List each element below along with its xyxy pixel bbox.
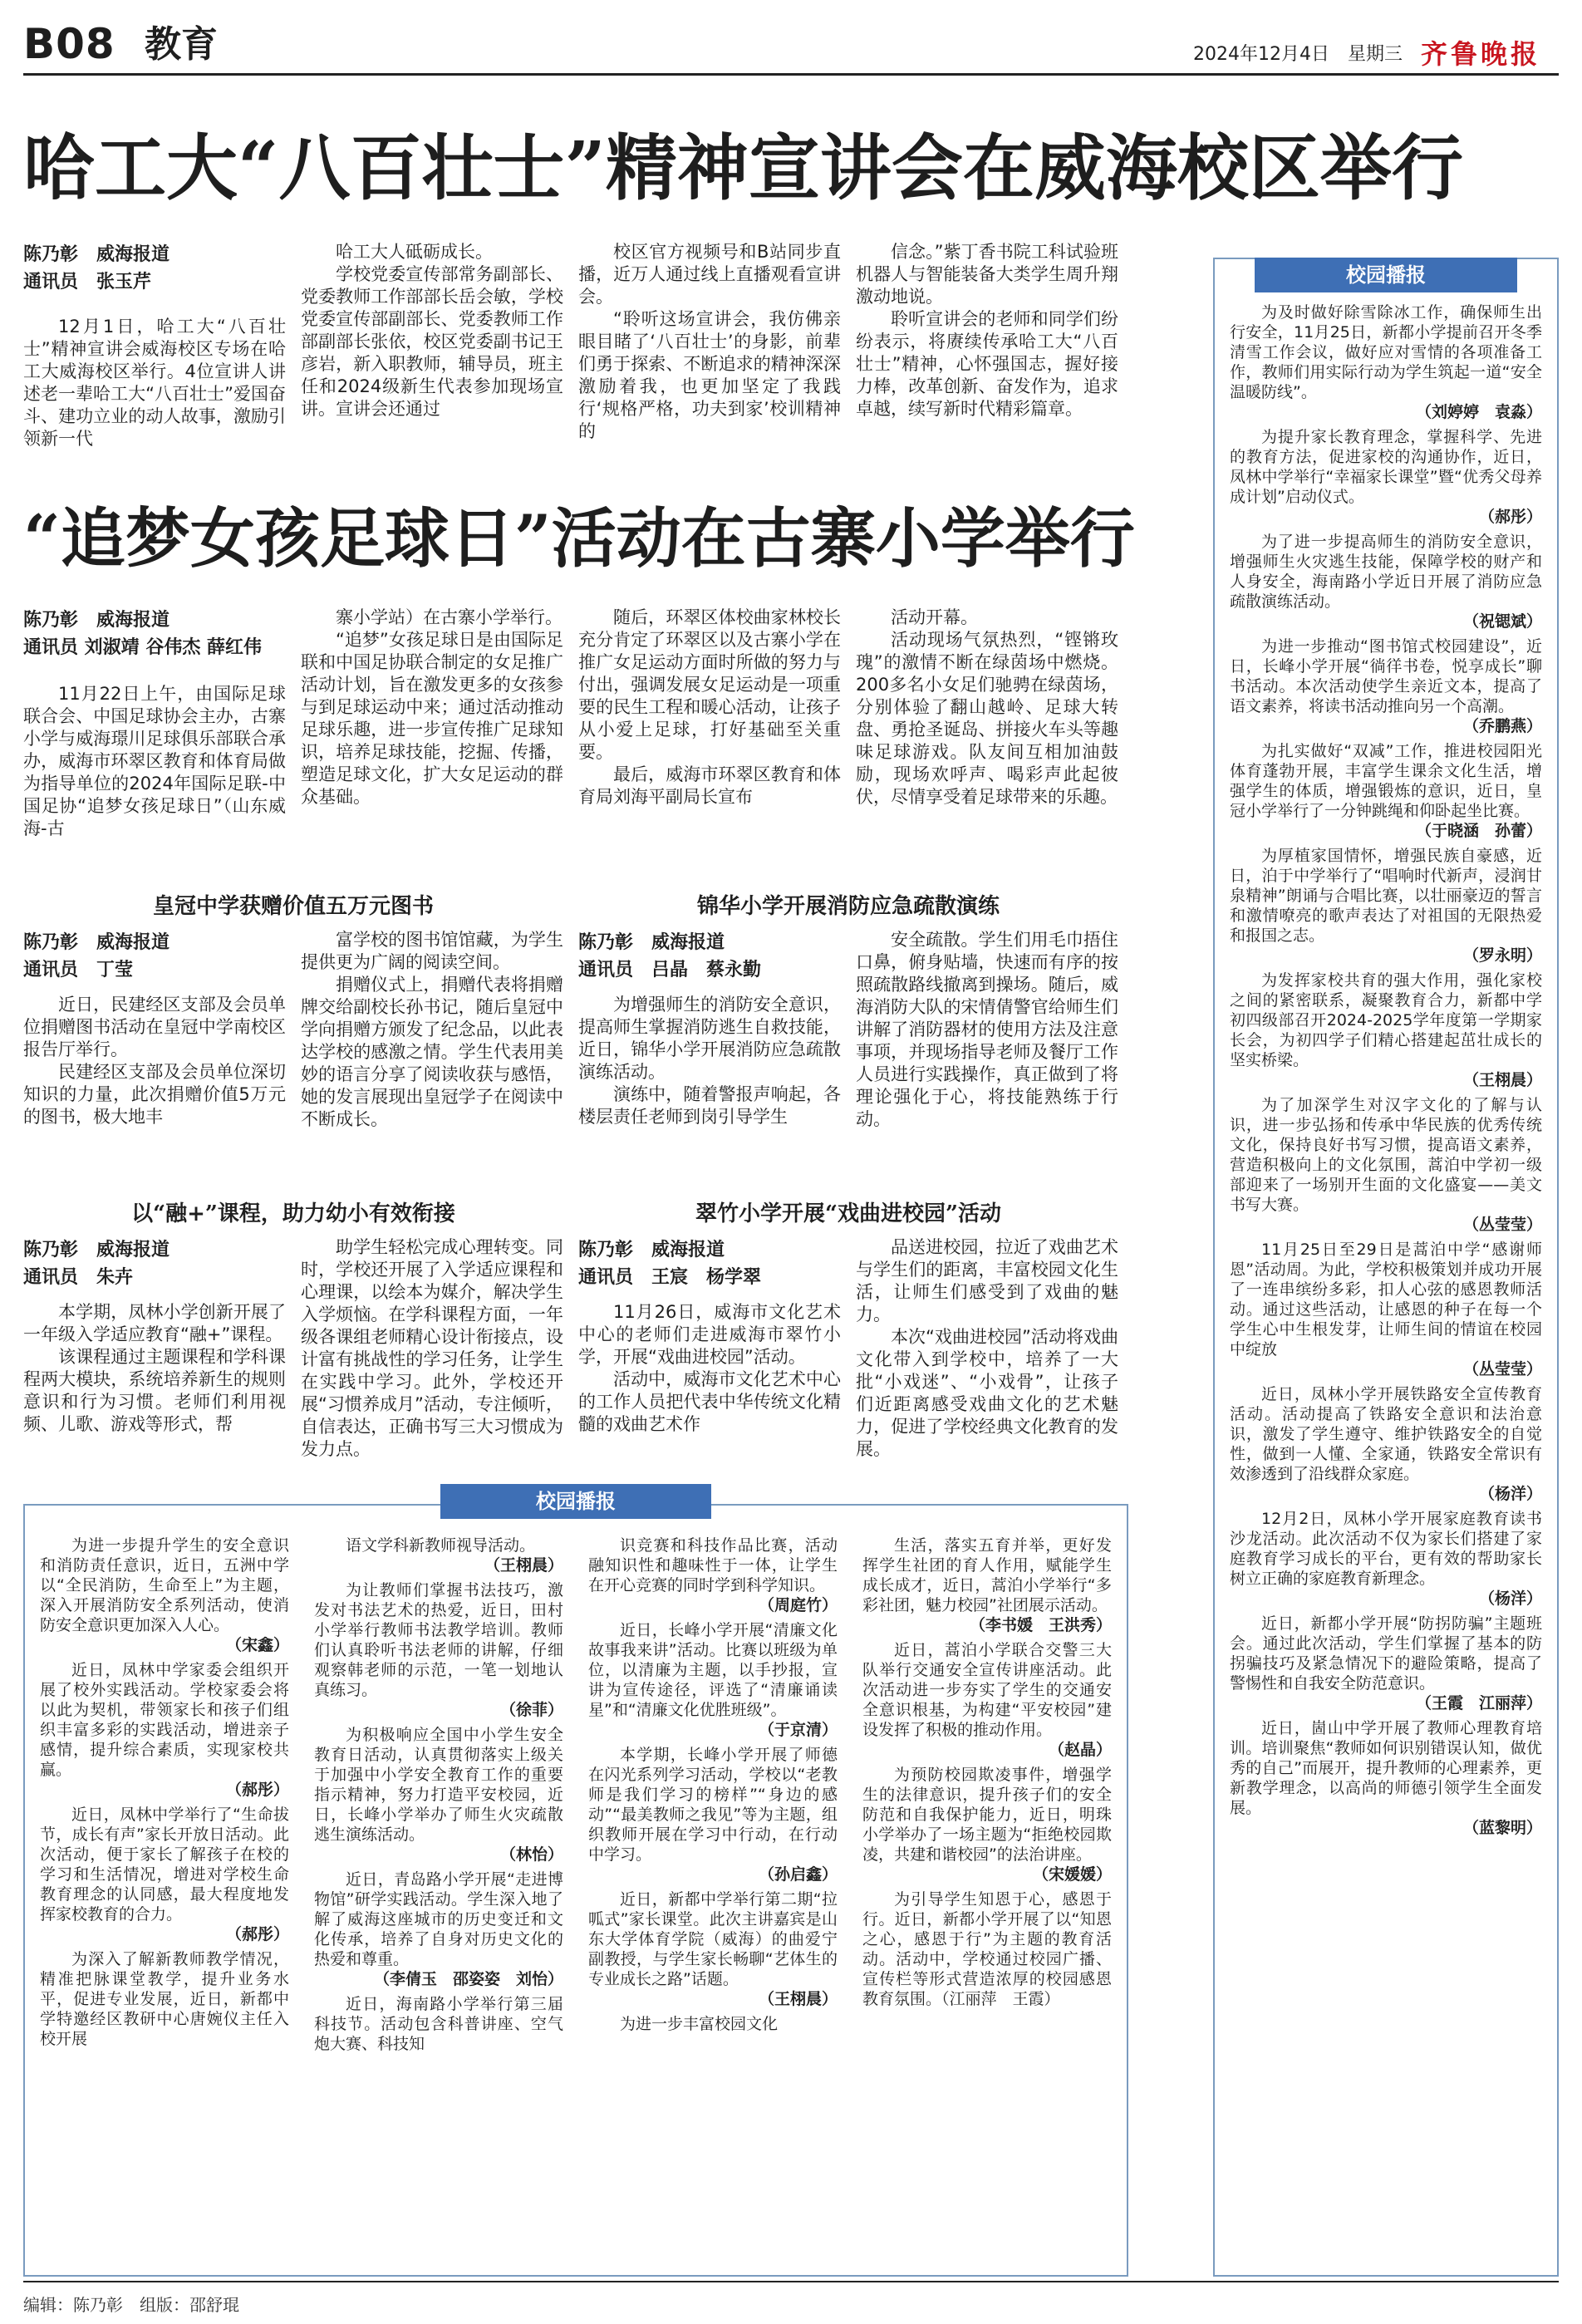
brief-text: 为进一步推动“图书馆式校园建设”，近日，长峰小学开展“徜徉书卷，悦享成长”聊书活动。本次活动使学生亲近文本，提高了语文素养，将读书活动推向另一个高潮。 — [1230, 637, 1542, 715]
headline-rong-course: 以“融+”课程，助力幼小有效衔接 — [131, 1201, 455, 1226]
news-brief — [314, 1870, 563, 1989]
brief-author: （徐菲） — [499, 1701, 563, 1719]
brief-author: （林怡） — [499, 1845, 563, 1864]
news-brief — [1230, 427, 1542, 527]
footer-rule — [23, 2281, 1559, 2282]
news-brief — [40, 1535, 289, 1655]
news-brief — [1230, 1718, 1542, 1838]
brief-text: 近日，海南路小学举行第三届科技节。活动包含科普讲座、空气炮大赛、科技知 — [314, 1995, 563, 2053]
brief-author: （丛莹莹） — [1462, 1216, 1542, 1234]
news-brief — [1230, 970, 1542, 1090]
bottom-col3 — [588, 1535, 838, 2267]
art1-col2: 哈工大人砥砺成长。 学校党委宣传部常务副部长、党委教师工作部部长岳会敏，学校党委宣传部副部长、党委教师工作部副部长张依，校区党委副书记王彦岩，新入职教师，辅导员，班主任和2024级新生代表参加现场宣讲。宣讲会还通过 — [301, 242, 563, 419]
news-brief — [314, 1725, 563, 1865]
headline-hit-speech: 哈工大“八百壮士”精神宣讲会在威海校区举行 — [23, 126, 1463, 210]
art2-col3: 随后，环翠区体校曲家林校长充分肯定了环翠区以及古寨小学在推广女足运动方面时所做的努力与付出，强调发展女足运动是一项重要的民生工程和暖心活动，让孩子从小爱上足球，打好基础至关重要。 最后，威海市环翠区教育和体育局刘海平副局长宣布 — [578, 607, 841, 807]
brief-text: 为进一步丰富校园文化 — [620, 2015, 779, 2033]
news-brief — [588, 1745, 838, 1884]
news-brief — [588, 1620, 838, 1740]
byline-art6: 陈乃彰 威海报道 通讯员 王宸 杨学翠 — [578, 1240, 762, 1288]
news-brief — [1230, 1095, 1542, 1235]
brief-text: 为积极响应全国中小学生安全教育日活动，认真贯彻落实上级关于加强中小学安全教育工作的重要指示精神，努力打造平安校园，近日，长峰小学举办了师生火灾疏散逃生演练活动。 — [314, 1726, 563, 1844]
brief-text: 为预防校园欺凌事件，增强学生的法律意识，提升孩子们的安全防范和自我保护能力，近日，明珠小学举办了一场主题为“拒绝校园欺凌，共建和谐校园”的法治讲座。 — [862, 1766, 1112, 1864]
brief-author: （孙启鑫） — [758, 1865, 838, 1884]
brief-author: （周庭竹） — [758, 1596, 838, 1614]
art4-col1: 为增强师生的消防安全意识，提高师生掌握消防逃生自救技能，近日，锦华小学开展消防应急疏散演练活动。 演练中，随着警报声响起，各楼层责任老师到岗引导学生 — [578, 995, 841, 1127]
news-brief — [314, 1580, 563, 1720]
news-brief — [588, 2014, 838, 2034]
news-brief — [1230, 741, 1542, 841]
art2-col2: 寨小学站）在古寨小学举行。 “追梦”女孩足球日是由国际足联和中国足协联合制定的女足推广活动计划，旨在激发更多的女孩参与到足球运动中来；通过活动推动足球乐趣，进一步宣传推广足球知识，培养足球技能，挖掘、传播，塑造足球文化，扩大女足运动的群众基础。 — [301, 607, 563, 807]
brief-text: 近日，新都小学开展“防拐防骗”主题班会。通过此次活动，学生们掌握了基本的防拐骗技巧及紧急情况下的避险策略，提高了警惕性和自我安全防范意识。 — [1230, 1614, 1542, 1693]
byline-art2: 陈乃彰 威海报道 通讯员 刘淑靖 谷伟杰 薛红伟 — [23, 610, 262, 658]
brief-author: （赵晶） — [1048, 1741, 1112, 1759]
issue-date: 2024年12月4日 — [1192, 43, 1329, 65]
sidebar-briefs — [1230, 302, 1542, 2268]
header-meta — [1193, 33, 1540, 71]
brief-author: （杨洋） — [1478, 1485, 1542, 1503]
news-brief — [1230, 1614, 1542, 1713]
art2-col4: 活动开幕。 活动现场气氛热烈，“铿锵玫瑰”的激情不断在绿茵场中燃烧。200多名小女足们驰骋在绿茵场，分别体验了翻山越岭、足球大转盘、勇抢圣诞岛、拼接火车头等趣味足球游戏。队友间互相加油鼓励，现场欢呼声、喝彩声此起彼伏，尽情享受着足球带来的乐趣。 — [856, 607, 1118, 807]
news-brief — [314, 1535, 563, 1575]
art5-col1: 本学期，凤林小学创新开展了一年级入学适应教育“融+”课程。 该课程通过主题课程和学科课程两大模块，系统培养新生的规则意识和行为习惯。老师们利用视频、儿歌、游戏等形式，帮 — [23, 1302, 286, 1434]
brief-author: （李倩玉 邵姿姿 刘怡） — [373, 1970, 563, 1988]
byline-art3: 陈乃彰 威海报道 通讯员 丁莹 — [23, 932, 170, 980]
brief-text: 为了加深学生对汉字文化的了解与认识，进一步弘扬和传承中华民族的优秀传统文化，保持良好书写习惯，提高语文素养，营造积极向上的文化氛围，蒿泊中学初一级部迎来了一场别开生面的文化盛宴——美文书写大赛。 — [1230, 1096, 1542, 1214]
brief-text: 近日，新都中学举行第二期“拉呱式”家长课堂。此次主讲嘉宾是山东大学体育学院（威海）的曲爱宁副教授，与学生家长畅聊“艺体生的专业成长之路”话题。 — [588, 1890, 838, 1988]
brief-text: 11月25日至29日是蒿泊中学“感谢师恩”活动周。为此，学校积极策划并成功开展了一连串缤纷多彩，扣人心弦的感恩教师活动。通过这些活动，让感恩的种子在每一个学生心中生根发芽，让师生间的情谊在校园中绽放 — [1230, 1241, 1542, 1359]
news-brief — [1230, 636, 1542, 736]
brief-author: （郝彤） — [225, 1925, 289, 1943]
brief-text: 为厚植家国情怀，增强民族自豪感，近日，泊于中学举行了“唱响时代新声，浸润甘泉精神”朗诵与合唱比赛，以壮丽豪迈的誓言和激情嘹亮的歌声表达了对祖国的无限热爱和报国之志。 — [1230, 847, 1542, 945]
news-brief — [1230, 1509, 1542, 1609]
brief-author: （丛莹莹） — [1462, 1360, 1542, 1378]
brief-text: 为及时做好除雪除冰工作，确保师生出行安全，11月25日，新都小学提前召开冬季清雪工作会议，做好应对雪情的各项准备工作，教师们用实际行动为学生筑起一道“安全温暖防线”。 — [1230, 303, 1542, 401]
page-number: B08 — [23, 20, 115, 68]
brief-author: （宋媛媛） — [1032, 1865, 1112, 1884]
brief-text: 为让教师们掌握书法技巧，激发对书法艺术的热爱，近日，田村小学举行教师书法教学培训。教师们认真聆听书法老师的讲解，仔细观察韩老师的示范，一笔一划地认真练习。 — [314, 1581, 563, 1699]
section-name: 教育 — [145, 23, 218, 66]
brief-text: 近日，凤林中学家委会组织开展了校外实践活动。学校家委会将以此为契机，带领家长和孩子们组织丰富多彩的实践活动，增进亲子感情，提升综合素质，实现家校共赢。 — [40, 1661, 289, 1779]
brief-author: （罗永明） — [1462, 946, 1542, 965]
brief-author: （蓝黎明） — [1462, 1819, 1542, 1837]
byline-art5: 陈乃彰 威海报道 通讯员 朱卉 — [23, 1240, 170, 1288]
headline-crown-books: 皇冠中学获赠价值五万元图书 — [152, 894, 434, 919]
art5-col2: 助学生轻松完成心理转变。同时，学校还开展了入学适应课程和心理课，以绘本为媒介，解决学生入学烦恼。在学科课程方面，一年级各课组老师精心设计衔接点，设计富有挑战性的学习任务，让学生在实践中学习。此外，学校还开展“习惯养成月”活动，专注倾听，自信表达，正确书写三大习惯成为发力点。 — [301, 1237, 563, 1459]
brief-text: 生活，落实五育并举，更好发挥学生社团的育人作用，赋能学生成长成才，近日，蒿泊小学举行“多彩社团，魅力校园”社团展示活动。 — [862, 1536, 1112, 1614]
brief-author: （乔鹏燕） — [1462, 717, 1542, 735]
brief-text: 近日，崮山中学开展了教师心理教育培训。培训聚焦“教师如何识别错误认知，做优秀的自己”而展开，提升教师的心理素养，更新教学理念，以高尚的师德引领学生全面发展。 — [1230, 1719, 1542, 1817]
bottom-col2 — [314, 1535, 563, 2267]
news-brief — [588, 1889, 838, 2009]
news-brief — [862, 1535, 1112, 1635]
art3-col2: 富学校的图书馆馆藏，为学生提供更为广阔的阅读空间。 捐赠仪式上，捐赠代表将捐赠牌交给副校长孙书记，随后皇冠中学向捐赠方颁发了纪念品，以此表达学校的感激之情。学生代表用美妙的语言分享了阅读收获与感悟，她的发言展现出皇冠学子在阅读中不断成长。 — [301, 930, 563, 1129]
news-brief — [588, 1535, 838, 1615]
brief-text: 为引导学生知恩于心，感恩于行。近日，新都小学开展了以“知恩之心，感恩于行”为主题的教育活动。活动中，学校通过校园广播、宣传栏等形式营造浓厚的校园感恩教育氛围。（江丽萍 王霞） — [862, 1890, 1112, 2008]
news-brief — [1230, 1384, 1542, 1504]
brief-text: 近日，凤林小学开展铁路安全宣传教育活动。活动提高了铁路安全意识和法治意识，激发了学生遵守、维护铁路安全的自觉性，做到一人懂、全家通，铁路安全常识有效渗透到了沿线群众家庭。 — [1230, 1385, 1542, 1483]
news-brief — [1230, 302, 1542, 422]
brief-author: （于京清） — [758, 1721, 838, 1739]
art3-col1: 近日，民建经区支部及会员单位捐赠图书活动在皇冠中学南校区报告厅举行。 民建经区支部及会员单位深切知识的力量，此次捐赠价值5万元的图书，极大地丰 — [23, 995, 286, 1127]
news-brief — [862, 1765, 1112, 1884]
brief-author: （祝锶斌） — [1462, 612, 1542, 631]
brief-author: （王栩晨） — [484, 1556, 563, 1575]
art1-col4: 信念。”紫丁香书院工科试验班机器人与智能装备大类学生周升翔激动地说。 聆听宣讲会的老师和同学们纷纷表示，将赓续传承哈工大“八百壮士”精神，心怀强国志，握好接力棒，改革创新、奋发作为，追求卓越，续写新时代精彩篇章。 — [856, 242, 1118, 419]
brief-text: 近日，青岛路小学开展“走进博物馆”研学实践活动。学生深入地了解了威海这座城市的历史变迁和文化传承，培养了自身对历史文化的热爱和尊重。 — [314, 1870, 563, 1968]
brief-text: 近日，凤林中学举行了“生命拔节，成长有声”家长开放日活动。此次活动，便于家长了解孩子在校的学习和生活情况，增进对学校生命教育理念的认同感，最大程度地发挥家校教育的合力。 — [40, 1806, 289, 1924]
brief-author: （刘婷婷 袁淼） — [1415, 403, 1542, 421]
brief-text: 近日，长峰小学开展“清廉文化故事我来讲”活动。比赛以班级为单位，以清廉为主题，以手抄报，宣讲为宣传途径，评选了“清廉诵读星”和“清廉文化优胜班级”。 — [588, 1621, 838, 1719]
news-brief — [862, 1640, 1112, 1760]
brief-text: 语文学科新教师视导活动。 — [346, 1536, 536, 1555]
news-brief — [1230, 532, 1542, 631]
brief-text: 为深入了解新教师教学情况，精准把脉课堂教学，提升业务水平，促进专业发展，近日，新都中学特邀经区教研中心唐婉仪主任入校开展 — [40, 1950, 289, 2048]
brief-author: （王栩晨） — [758, 1990, 838, 2008]
art4-col2: 安全疏散。学生们用毛巾捂住口鼻，俯身贴墙，快速而有序的按照疏散路线撤离到操场。随后，威海消防大队的宋情倩警官给师生们讲解了消防器材的使用方法及注意事项，并现场指导老师及餐厅工作人员进行实践操作，真正做到了将理论强化于心，将技能熟练于行动。 — [856, 930, 1118, 1129]
sidebar-tag: 校园播报 — [1255, 258, 1517, 292]
headline-opera-campus: 翠竹小学开展“戏曲进校园”活动 — [695, 1201, 1001, 1226]
issue-weekday: 星期三 — [1347, 43, 1403, 65]
bottom-col1 — [40, 1535, 289, 2267]
art6-col2: 品送进校园，拉近了戏曲艺术与学生们的距离，丰富校园文化生活，让师生们感受到了戏曲的魅力。 本次“戏曲进校园”活动将戏曲文化带入到学校中，培养了一大批“小戏迷”、“小戏骨”，让孩子们近距离感受戏曲文化的艺术魅力，促进了学校经典文化教育的发展。 — [856, 1237, 1118, 1459]
brief-text: 为扎实做好“双减”工作，推进校园阳光体育蓬勃开展，丰富学生课余文化生活，增强学生的体质，增强锻炼的意识，近日，皇冠小学举行了一分钟跳绳和仰卧起坐比赛。 — [1230, 742, 1542, 820]
brief-text: 识竞赛和科技作品比赛，活动融知识性和趣味性于一体，让学生在开心竞赛的同时学到科学知识。 — [588, 1536, 838, 1594]
news-brief — [862, 1889, 1112, 2009]
editor-credit: 编辑：陈乃彰 组版：邵舒琨 — [23, 2295, 239, 2315]
brief-text: 为提升家长教育理念，掌握科学、先进的教育方法，促进家校的沟通协作，近日，凤林中学举行“幸福家长课堂”暨“优秀父母养成计划”启动仪式。 — [1230, 428, 1542, 506]
byline-art1: 陈乃彰 威海报道 通讯员 张玉芹 — [23, 244, 170, 292]
brief-text: 为了进一步提高师生的消防安全意识，增强师生火灾逃生技能，保障学校的财产和人身安全，海南路小学近日开展了消防应急疏散演练活动。 — [1230, 533, 1542, 611]
headline-girls-football: “追梦女孩足球日”活动在古寨小学举行 — [23, 501, 1135, 577]
news-brief — [40, 1805, 289, 1944]
brief-author: （王霞 江丽萍） — [1415, 1694, 1542, 1712]
news-brief — [314, 1994, 563, 2054]
brief-author: （杨洋） — [1478, 1589, 1542, 1608]
art1-col3: 校区官方视频号和B站同步直播，近万人通过线上直播观看宣讲会。 “聆听这场宣讲会，我仿佛亲眼目睹了‘八百壮士’的身影，前辈们勇于探索、不断追求的精神深深激励着我，也更加坚定了我践行‘规格严格，功夫到家’校训精神的 — [578, 242, 841, 441]
brief-text: 为发挥家校共育的强大作用，强化家校之间的紧密联系，凝聚教育合力，新都中学初四级部召开2024-2025学年度第一学期家长会，为初四学子们精心搭建起茁壮成长的坚实桥梁。 — [1230, 971, 1542, 1069]
art2-col1: 11月22日上午，由国际足球联合会、中国足球协会主办，古寨小学与威海璟川足球俱乐部联合承办，威海市环翠区教育和体育局做为指导单位的2024年国际足联-中国足协“追梦女孩足球日”（山东威海-古 — [23, 684, 286, 838]
brief-author: （李书媛 王洪秀） — [969, 1616, 1112, 1634]
bottom-tag: 校园播报 — [440, 1484, 711, 1519]
art1-col1: 12月1日，哈工大“八百壮士”精神宣讲会威海校区专场在哈工大威海校区举行。4位宣讲人讲述老一辈哈工大“八百壮士”爱国奋斗、建功立业的动人故事，激励引领新一代 — [23, 317, 286, 449]
brief-text: 本学期，长峰小学开展了师德在闪光系列学习活动，学校以“老教师是我们学习的榜样”“身边的感动”“最美教师之我见”等为主题，组织教师开展在学习中行动，在行动中学习。 — [588, 1746, 838, 1864]
brief-author: （宋鑫） — [225, 1636, 289, 1654]
bottom-col4 — [862, 1535, 1112, 2267]
byline-art4: 陈乃彰 威海报道 通讯员 吕晶 蔡永勤 — [578, 932, 762, 980]
brief-author: （王栩晨） — [1462, 1071, 1542, 1089]
brief-author: （于晓涵 孙蕾） — [1415, 822, 1542, 840]
brief-text: 为进一步提升学生的安全意识和消防责任意识，近日，五洲中学以“全民消防，生命至上”为主题，深入开展消防安全系列活动，使消防安全意识更加深入人心。 — [40, 1536, 289, 1634]
brief-text: 12月2日，凤林小学开展家庭教育读书沙龙活动。此次活动不仅为家长们搭建了家庭教育学习成长的平台，更有效的帮助家长树立正确的家庭教育新理念。 — [1230, 1510, 1542, 1588]
brief-author: （郝彤） — [225, 1781, 289, 1799]
news-brief — [40, 1949, 289, 2049]
brief-text: 近日，蒿泊小学联合交警三大队举行交通安全宣传讲座活动。此次活动进一步夯实了学生的交通安全意识根基，为构建“平安校园”建设发挥了积极的推动作用。 — [862, 1641, 1112, 1739]
brief-author: （郝彤） — [1478, 508, 1542, 526]
header-rule — [23, 73, 1559, 76]
news-brief — [1230, 846, 1542, 965]
news-brief — [40, 1660, 289, 1800]
news-brief — [1230, 1240, 1542, 1379]
art6-col1: 11月26日，威海市文化艺术中心的老师们走进威海市翠竹小学，开展“戏曲进校园”活动。 活动中，威海市文化艺术中心的工作人员把代表中华传统文化精髓的戏曲艺术作 — [578, 1302, 841, 1434]
headline-fire-drill: 锦华小学开展消防应急疏散演练 — [696, 894, 1000, 919]
newspaper-logo: 齐鲁晚报 — [1420, 38, 1540, 70]
